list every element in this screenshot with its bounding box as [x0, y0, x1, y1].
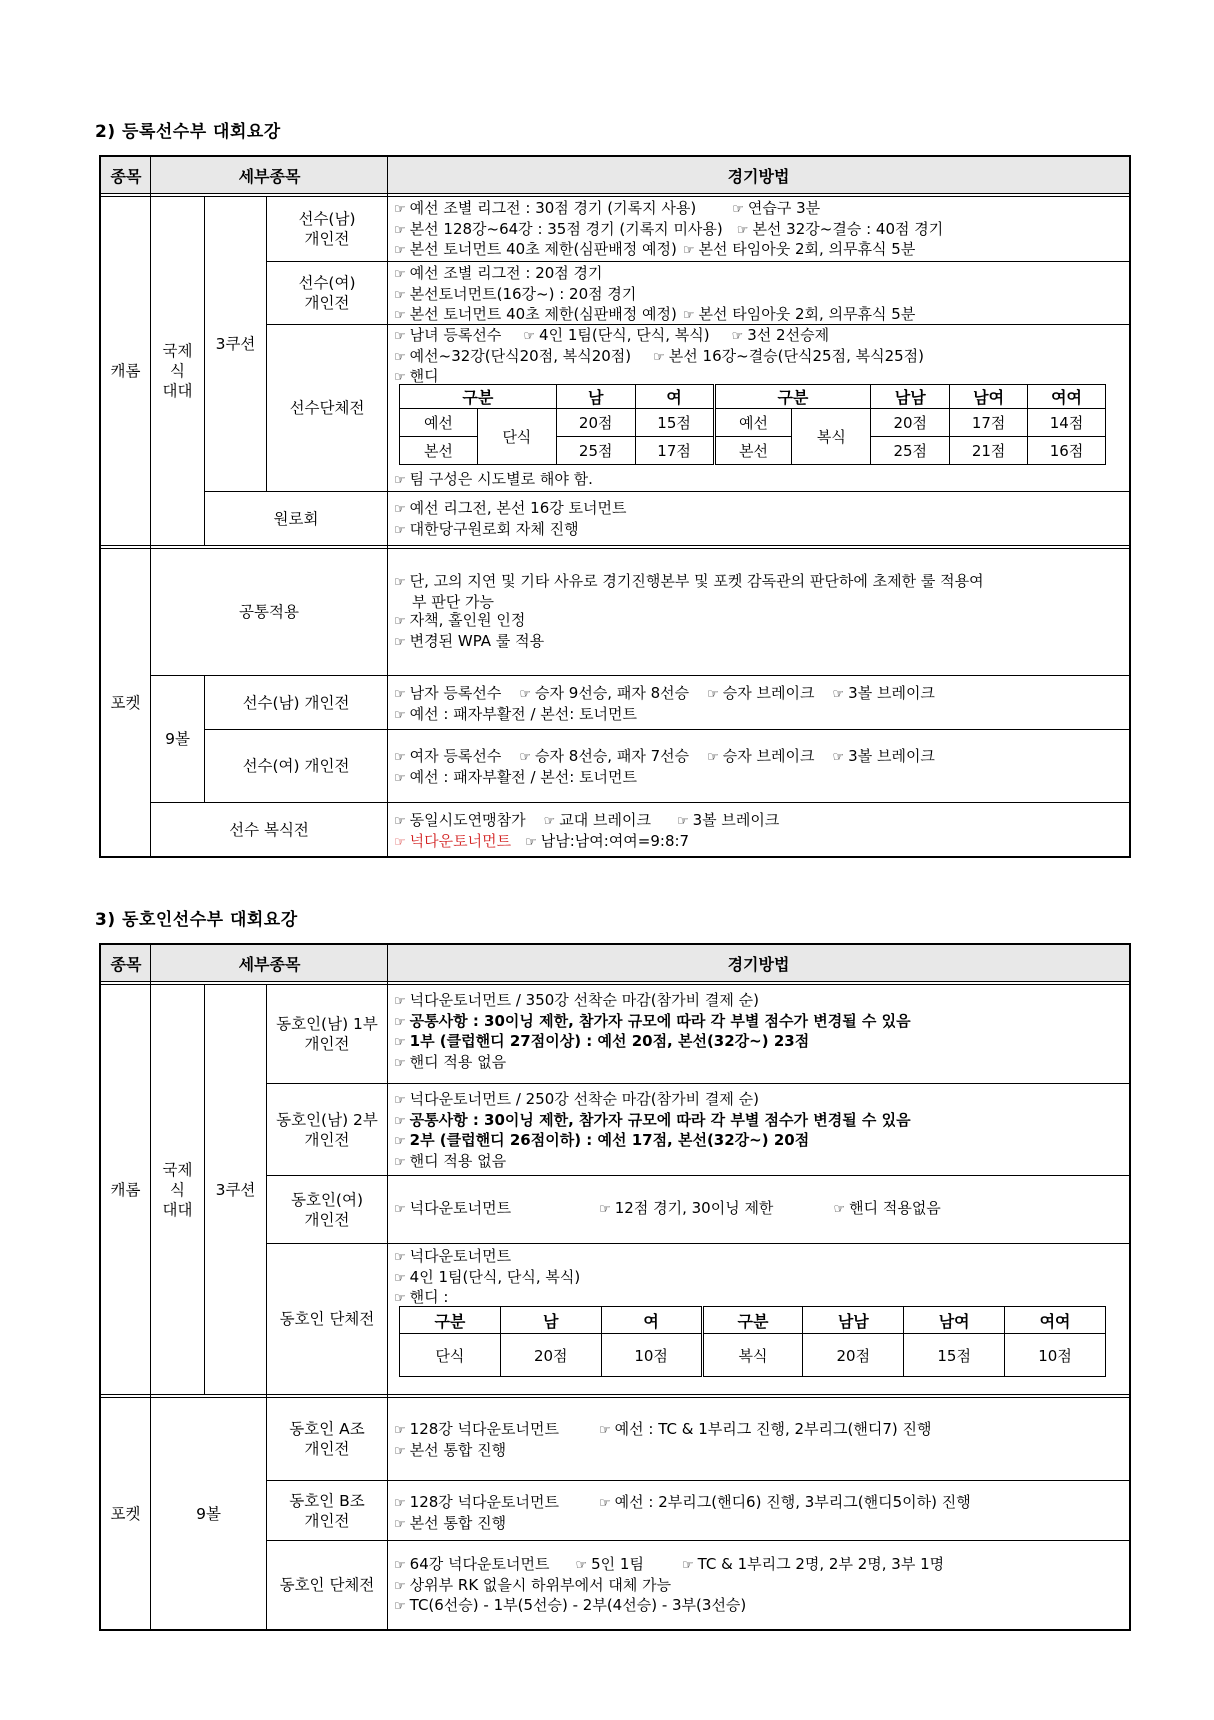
pointing-hand-icon: ☞ — [543, 814, 556, 829]
pointing-hand-icon: ☞ — [394, 1516, 406, 1532]
pointing-hand-icon: ☞ — [394, 1155, 406, 1171]
pointing-hand-icon: ☞ — [653, 349, 665, 365]
score-table-cell: 구분 — [400, 385, 557, 409]
pointing-hand-icon: ☞ — [523, 329, 536, 344]
score-table-cell: 14점 — [1028, 409, 1106, 437]
score-table-cell: 본선 — [714, 437, 792, 465]
pocket-doubles-method: ☞ 동일시도연맹참가 ☞ 교대 브레이크 ☞ 3볼 브레이크 ☞ 넉다운토너먼트 ☞ 남남:남여:여여=9:8:7 — [394, 811, 780, 850]
pointing-hand-icon: ☞ — [676, 814, 689, 829]
pointing-hand-icon: ☞ — [394, 814, 406, 829]
amateur-pocket-team-method: ☞ 64강 넉다운토너먼트 ☞ 5인 1팀 ☞ TC & 1부리그 2명, 2부 2명, 3부 1명 ☞ 상위부 RK 없을시 하위부에서 대체 가능 ☞ TC(6선승) - 1부(5선승) - 2부(4선승) - 3부(3선승) — [394, 1555, 945, 1615]
header-category: 종목 — [101, 157, 151, 193]
pointing-hand-icon: ☞ — [394, 770, 406, 786]
score-table-cell: 남남 — [803, 1307, 904, 1334]
amateur-men2-method: ☞ 넉다운토너먼트 / 250강 선착순 마감(참가비 결제 순) ☞ 공통사항 : 30이닝 제한, 참가자 규모에 따라 각 부별 점수가 변경될 수 있음 ☞ 2부 (클럽핸디 26점이하) : 예선 17점, 본선(32강~) 20점 ☞ 핸디 적용 없음 — [394, 1090, 911, 1171]
pointing-hand-icon: ☞ — [394, 707, 406, 723]
nineball-label: 9볼 — [196, 1504, 221, 1523]
carom-category: 국제 식 대대 — [162, 342, 193, 400]
pointing-hand-icon: ☞ — [519, 750, 532, 765]
event-team: 선수단체전 — [289, 399, 365, 417]
score-table-cell: 남여 — [904, 1307, 1005, 1334]
women-method: ☞ 예선 조별 리그전 : 20점 경기 ☞ 본선토너먼트(16강~) : 20점 경기 ☞ 본선 토너먼트 40초 제한(심판배정 예정) ☞ 본선 타임아웃 2회, 의무휴식 5분 — [394, 264, 916, 324]
pointing-hand-icon: ☞ — [394, 267, 406, 282]
event-women-individual: 선수(여) 개인전 — [298, 274, 356, 312]
pointing-hand-icon: ☞ — [394, 1014, 406, 1030]
pointing-hand-icon: ☞ — [394, 1578, 406, 1594]
team-score-table — [399, 384, 1106, 465]
pointing-hand-icon: ☞ — [394, 1113, 406, 1129]
pocket-label: 포켓 — [110, 693, 141, 712]
pointing-hand-icon: ☞ — [575, 1558, 588, 1573]
pointing-hand-icon: ☞ — [519, 687, 532, 702]
header-category: 종목 — [101, 945, 151, 981]
score-table-cell: 여여 — [1005, 1307, 1106, 1334]
pointing-hand-icon: ☞ — [394, 614, 406, 630]
score-table-cell: 17점 — [635, 437, 714, 465]
score-table-cell: 여 — [601, 1307, 702, 1334]
event-amateur-men-1: 동호인(남) 1부 개인전 — [276, 1015, 378, 1053]
pointing-hand-icon: ☞ — [736, 222, 749, 238]
pointing-hand-icon: ☞ — [394, 635, 406, 651]
pointing-hand-icon: ☞ — [394, 349, 406, 365]
score-table-cell: 남 — [556, 385, 635, 409]
event-pocket-women: 선수(여) 개인전 — [242, 757, 350, 775]
carom-label: 캐롬 — [110, 1180, 141, 1199]
score-table-cell: 여 — [635, 385, 714, 409]
score-table-cell: 여여 — [1028, 385, 1106, 409]
event-amateur-men-2: 동호인(남) 2부 개인전 — [276, 1110, 378, 1149]
amateur-team-method: ☞ 넉다운토너먼트 ☞ 4인 1팀(단식, 단식, 복식) ☞ 핸디 : — [394, 1247, 581, 1307]
score-table-cell: 17점 — [950, 409, 1028, 437]
event-pocket-doubles: 선수 복식전 — [229, 820, 309, 839]
score-table-cell: 20점 — [803, 1334, 904, 1377]
score-table-cell: 구분 — [400, 1307, 501, 1334]
pocket-label: 포켓 — [110, 1504, 141, 1523]
pointing-hand-icon: ☞ — [394, 1599, 406, 1615]
pointing-hand-icon: ☞ — [394, 1270, 406, 1286]
team-note: ☞ 팀 구성은 시도별로 해야 함. — [394, 470, 593, 488]
pointing-hand-icon: ☞ — [598, 1496, 611, 1511]
three-cushion-label: 3쿠션 — [215, 335, 256, 353]
score-table-cell: 25점 — [556, 437, 635, 465]
three-cushion-label: 3쿠션 — [215, 1180, 256, 1199]
event-amateur-team: 동호인 단체전 — [279, 1310, 375, 1328]
pointing-hand-icon: ☞ — [394, 222, 406, 238]
score-table-cell: 구분 — [702, 1307, 803, 1334]
pointing-hand-icon: ☞ — [394, 834, 406, 850]
event-men-individual: 선수(남) 개인전 — [298, 210, 356, 248]
pointing-hand-icon: ☞ — [832, 750, 845, 765]
carom-label: 캐롬 — [110, 362, 141, 380]
score-table-cell: 예선 — [714, 409, 792, 437]
score-table-cell: 구분 — [714, 385, 871, 409]
score-table-cell: 복식 — [792, 409, 871, 465]
pointing-hand-icon: ☞ — [394, 202, 406, 217]
pointing-hand-icon: ☞ — [394, 1202, 406, 1217]
carom-category: 국제 식 대대 — [162, 1160, 193, 1219]
amateur-team-score-table — [399, 1306, 1106, 1377]
pointing-hand-icon: ☞ — [707, 750, 719, 765]
nineball-label: 9볼 — [165, 730, 190, 748]
pointing-hand-icon: ☞ — [394, 1035, 406, 1051]
score-table-cell: 단식 — [477, 409, 556, 465]
pointing-hand-icon: ☞ — [394, 1291, 406, 1307]
header-method: 경기방법 — [388, 945, 1129, 981]
event-senior: 원로회 — [273, 509, 319, 528]
score-table-cell: 남 — [500, 1307, 601, 1334]
pointing-hand-icon: ☞ — [598, 1423, 611, 1438]
pointing-hand-icon: ☞ — [732, 202, 744, 217]
pointing-hand-icon: ☞ — [394, 243, 406, 259]
score-table-cell: 20점 — [871, 409, 950, 437]
score-table-cell: 복식 — [702, 1334, 803, 1377]
amateur-women-method: ☞ 넉다운토너먼트 ☞ 12점 경기, 30이닝 제한 ☞ 핸디 적용없음 — [394, 1199, 941, 1217]
section-2-title: 2) 등록선수부 대회요강 — [95, 122, 281, 142]
pointing-hand-icon: ☞ — [833, 1202, 846, 1217]
event-common: 공통적용 — [239, 603, 299, 621]
pointing-hand-icon: ☞ — [681, 1558, 694, 1573]
score-table-cell: 본선 — [400, 437, 478, 465]
amateur-a-method: ☞ 128강 넉다운토너먼트 ☞ 예선 : TC & 1부리그 진행, 2부리그(핸디7) 진행 ☞ 본선 통합 진행 — [394, 1420, 932, 1459]
score-table-cell: 16점 — [1028, 437, 1106, 465]
score-table-cell: 25점 — [871, 437, 950, 465]
pointing-hand-icon: ☞ — [394, 287, 406, 303]
pointing-hand-icon: ☞ — [394, 473, 406, 488]
men-method: ☞ 예선 조별 리그전 : 30점 경기 (기록지 사용) ☞ 연습구 3분 ☞ 본선 128강~64강 : 35점 경기 (기록지 미사용) ☞ 본선 32강~결승 : 40점 경기 ☞ 본선 토너먼트 40초 제한(심판배정 예정) ☞ 본선 타임아웃 2회, 의무휴식 5분 — [394, 199, 944, 259]
common-method: ☞ 단, 고의 지연 및 기타 사유로 경기진행본부 및 포켓 감독관의 판단하에 초제한 룰 적용여 부 판단 가능 ☞ 자책, 홀인원 인정 ☞ 변경된 WPA 룰 적용 — [394, 572, 984, 651]
score-table-cell: 남남 — [871, 385, 950, 409]
pointing-hand-icon: ☞ — [394, 522, 406, 538]
score-table-cell: 20점 — [556, 409, 635, 437]
pointing-hand-icon: ☞ — [525, 834, 537, 850]
score-table-cell: 20점 — [500, 1334, 601, 1377]
team-method: ☞ 남녀 등록선수 ☞ 4인 1팀(단식, 단식, 복식) ☞ 3선 2선승제 ☞ 예선~32강(단식20점, 복식20점) ☞ 본선 16강~결승(단식25점, 복식25점) ☞ 핸디 — [394, 326, 925, 386]
pointing-hand-icon: ☞ — [394, 1423, 406, 1438]
pointing-hand-icon: ☞ — [731, 329, 744, 344]
score-table-cell: 15점 — [635, 409, 714, 437]
pointing-hand-icon: ☞ — [682, 308, 695, 324]
pointing-hand-icon: ☞ — [394, 329, 406, 344]
pointing-hand-icon: ☞ — [394, 502, 406, 517]
score-table-cell: 10점 — [601, 1334, 702, 1377]
senior-method: ☞ 예선 리그전, 본선 16강 토너먼트 ☞ 대한당구원로회 자체 진행 — [394, 499, 627, 538]
event-amateur-women: 동호인(여) 개인전 — [291, 1190, 363, 1229]
event-pocket-men: 선수(남) 개인전 — [242, 693, 350, 712]
pointing-hand-icon: ☞ — [394, 687, 406, 702]
pointing-hand-icon: ☞ — [394, 1443, 406, 1459]
pocket-men-method: ☞ 남자 등록선수 ☞ 승자 9선승, 패자 8선승 ☞ 승자 브레이크 ☞ 3볼 브레이크 ☞ 예선 : 패자부활전 / 본선: 토너먼트 — [394, 684, 935, 723]
header-detail: 세부종목 — [151, 157, 388, 193]
pointing-hand-icon: ☞ — [394, 1093, 406, 1108]
pointing-hand-icon: ☞ — [394, 370, 406, 386]
pointing-hand-icon: ☞ — [832, 687, 845, 702]
pointing-hand-icon: ☞ — [394, 1496, 406, 1511]
amateur-men1-method: ☞ 넉다운토너먼트 / 350강 선착순 마감(참가비 결제 순) ☞ 공통사항 : 30이닝 제한, 참가자 규모에 따라 각 부별 점수가 변경될 수 있음 ☞ 1부 (클럽핸디 27점이상) : 예선 20점, 본선(32강~) 23점 ☞ 핸디 적용 없음 — [394, 991, 911, 1072]
event-amateur-b: 동호인 B조 개인전 — [289, 1491, 365, 1530]
score-table-cell: 15점 — [904, 1334, 1005, 1377]
header-detail: 세부종목 — [151, 945, 388, 981]
pointing-hand-icon: ☞ — [394, 1250, 406, 1265]
score-table-cell: 남여 — [950, 385, 1028, 409]
pointing-hand-icon: ☞ — [394, 1056, 406, 1072]
score-table-cell: 단식 — [400, 1334, 501, 1377]
score-table-cell: 10점 — [1005, 1334, 1106, 1377]
pointing-hand-icon: ☞ — [394, 750, 406, 765]
pointing-hand-icon: ☞ — [394, 575, 406, 590]
pointing-hand-icon: ☞ — [682, 243, 695, 259]
header-method: 경기방법 — [388, 157, 1129, 193]
pointing-hand-icon: ☞ — [394, 1558, 406, 1573]
section-3-title: 3) 동호인선수부 대회요강 — [95, 910, 298, 930]
pointing-hand-icon: ☞ — [707, 687, 719, 702]
pointing-hand-icon: ☞ — [394, 308, 406, 324]
score-table-cell: 21점 — [950, 437, 1028, 465]
amateur-b-method: ☞ 128강 넉다운토너먼트 ☞ 예선 : 2부리그(핸디6) 진행, 3부리그(핸디5이하) 진행 ☞ 본선 통합 진행 — [394, 1493, 971, 1532]
score-table-cell: 예선 — [400, 409, 478, 437]
pocket-women-method: ☞ 여자 등록선수 ☞ 승자 8선승, 패자 7선승 ☞ 승자 브레이크 ☞ 3볼 브레이크 ☞ 예선 : 패자부활전 / 본선: 토너먼트 — [394, 747, 935, 786]
event-amateur-a: 동호인 A조 개인전 — [289, 1420, 365, 1458]
pointing-hand-icon: ☞ — [394, 1134, 406, 1150]
event-amateur-pocket-team: 동호인 단체전 — [279, 1576, 375, 1594]
pointing-hand-icon: ☞ — [394, 994, 406, 1009]
pointing-hand-icon: ☞ — [599, 1202, 611, 1217]
